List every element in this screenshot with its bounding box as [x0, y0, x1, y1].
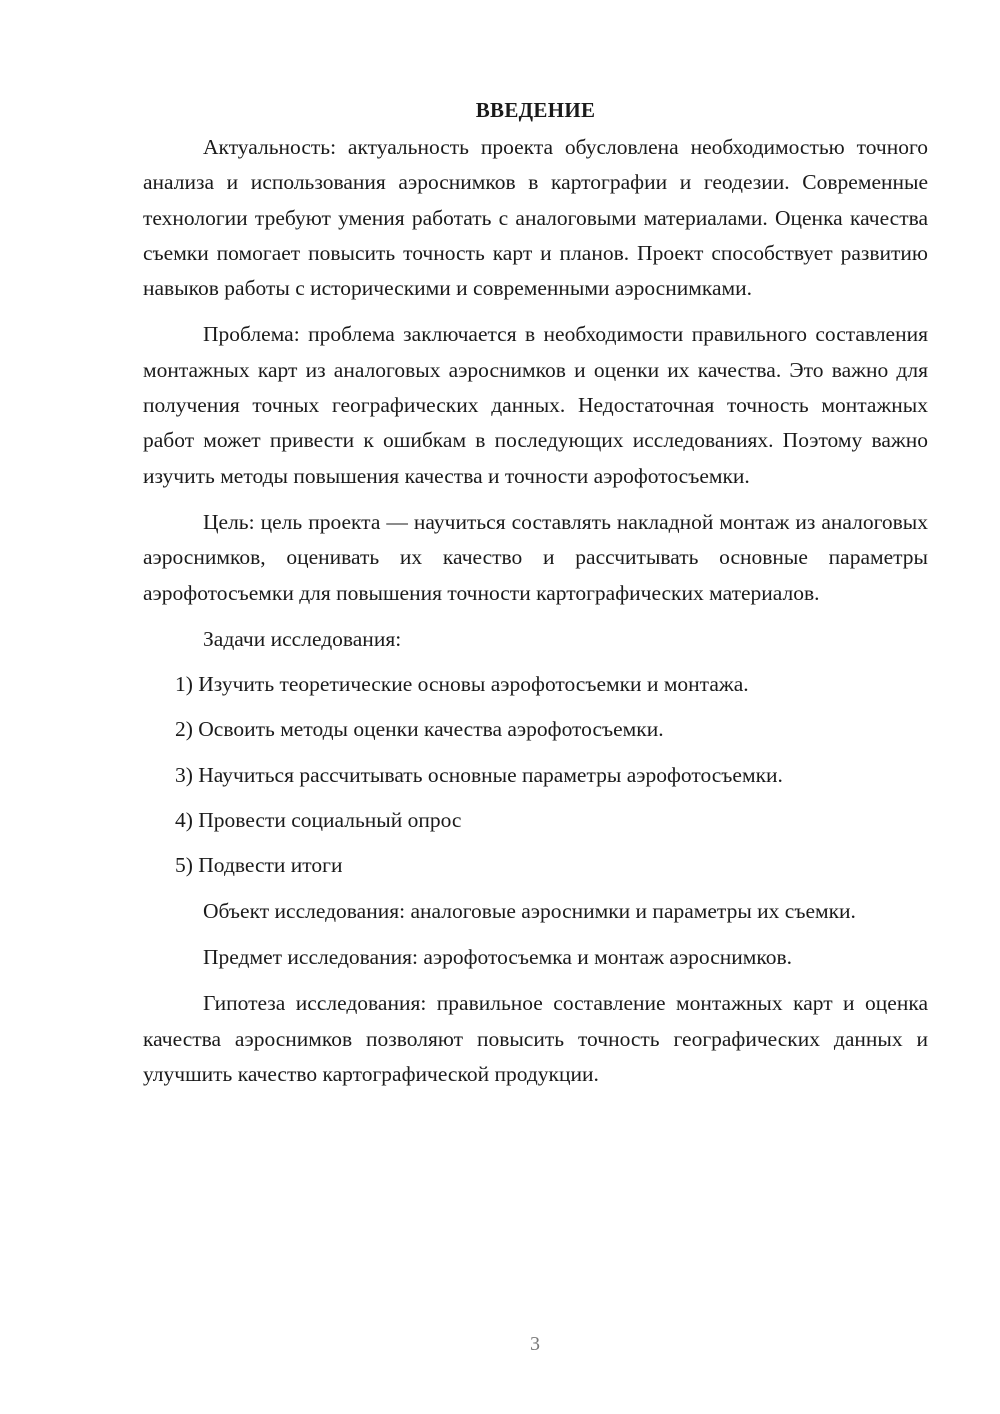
- task-item-2: 2) Освоить методы оценки качества аэрофотосъемки.: [175, 717, 664, 742]
- task-item-4: 4) Провести социальный опрос: [175, 808, 462, 833]
- relevance-paragraph: Актуальность: актуальность проекта обусловлена необходимостью точного анализа и использования аэроснимков в картографии и геодезии. Современные технологии требуют умения работать с аналоговыми материалами. Оценка качества съемки помогает повысить точность карт и планов. Проект способствует развитию навыков работы с историческими и современными аэроснимками.: [143, 135, 928, 301]
- page-title: ВВЕДЕНИЕ: [475, 98, 596, 122]
- task-item-3: 3) Научиться рассчитывать основные параметры аэрофотосъемки.: [175, 762, 783, 787]
- task-item-1: 1) Изучить теоретические основы аэрофотосъемки и монтажа.: [175, 672, 749, 697]
- page-number: 3: [530, 1333, 540, 1355]
- subject-paragraph: Предмет исследования: аэрофотосъемка и монтаж аэроснимков.: [203, 944, 793, 969]
- object-paragraph: Объект исследования: аналоговые аэроснимки и параметры их съемки.: [203, 898, 856, 923]
- problem-paragraph: Проблема: проблема заключается в необходимости правильного составления монтажных карт из аналоговых аэроснимков и оценки их качества. Это важно для получения точных географических данных. Недостаточная точность монтажных работ может привести к ошибкам в последующих исследованиях. Поэтому важно изучить методы повышения качества и точности аэрофотосъемки.: [143, 322, 928, 488]
- page-content: [143, 92, 928, 1092]
- tasks-heading: Задачи исследования:: [203, 626, 402, 651]
- task-list: [143, 667, 928, 883]
- hypothesis-paragraph: Гипотеза исследования: правильное составление монтажных карт и оценка качества аэроснимков позволяют повысить точность географических данных и улучшить качество картографической продукции.: [143, 991, 928, 1086]
- goal-paragraph: Цель: цель проекта — научиться составлять накладной монтаж из аналоговых аэроснимков, оценивать их качество и рассчитывать основные параметры аэрофотосъемки для повышения точности картографических материалов.: [143, 509, 928, 605]
- task-item-5: 5) Подвести итоги: [175, 853, 343, 878]
